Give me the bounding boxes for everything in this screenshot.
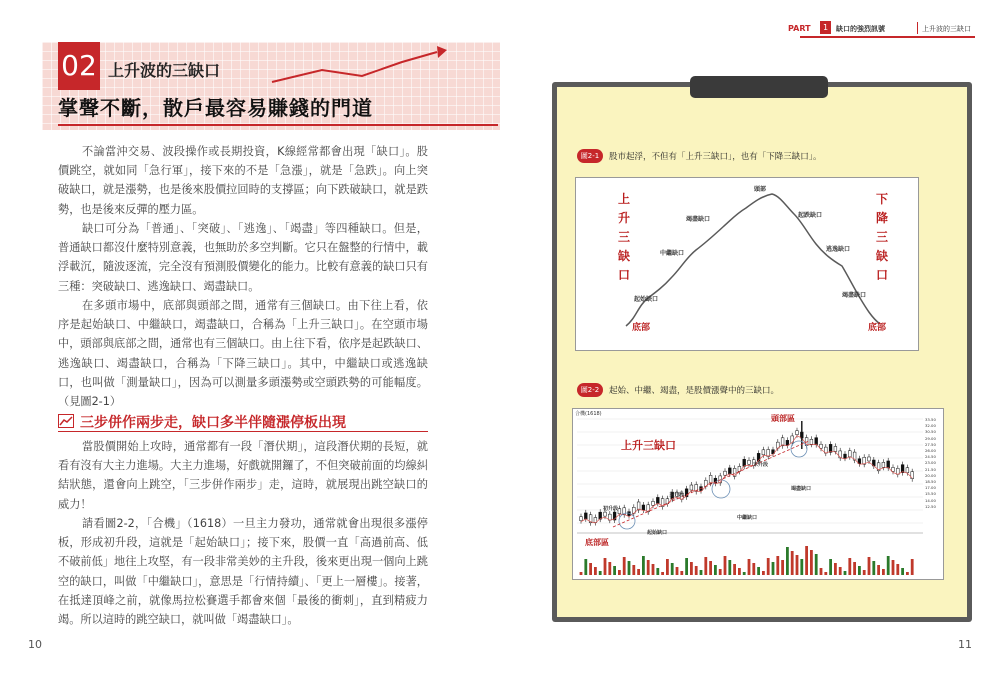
volume-bar <box>637 569 640 575</box>
volume-bar <box>896 564 899 575</box>
volume-bar <box>589 563 592 575</box>
paragraph: 當股價開始上攻時，通常都有一段「潛伏期」，這段潛伏期的長短，就看有沒有大主力進場。大主力進場，好戲就開鑼了，不但突破前面的均線糾結狀態，還會向上跳空，「三步併作兩步」走，這時，就展現出跳空缺口的威力！ <box>58 440 428 511</box>
volume-bar <box>820 568 823 575</box>
candle-body <box>743 459 746 466</box>
vertical-char: 降 <box>875 211 888 225</box>
volume-bar <box>704 557 707 575</box>
volume-bar <box>690 562 693 575</box>
candle-body <box>882 462 885 467</box>
vertical-char: 升 <box>617 211 630 225</box>
chart-icon <box>58 413 74 427</box>
volume-bar <box>738 568 741 575</box>
label-down-start: 起跌缺口 <box>798 212 823 219</box>
y-tick-label: 24.50 <box>925 454 936 460</box>
volume-bar <box>719 569 722 575</box>
candle-body <box>834 446 837 451</box>
volume-bar <box>762 571 765 575</box>
volume-bar <box>791 551 794 575</box>
candle-body <box>584 513 587 519</box>
volume-bar <box>652 564 655 575</box>
volume-bar <box>584 559 587 575</box>
candle-body <box>618 509 621 514</box>
volume-bar <box>642 556 645 575</box>
volume-bar <box>743 572 746 575</box>
volume-bar <box>906 572 909 575</box>
label-bottom-right: 底部 <box>868 323 887 333</box>
candle-body <box>604 512 607 516</box>
volume-bar <box>733 564 736 575</box>
volume-bar <box>632 565 635 575</box>
candle-body <box>839 451 842 458</box>
vertical-char: 三 <box>875 230 888 244</box>
y-tick-label: 15.50 <box>925 491 936 497</box>
label-bottom: 底部區 <box>585 538 609 547</box>
subheading-rule <box>58 431 428 432</box>
vertical-char: 缺 <box>617 249 630 263</box>
part-number: 1 <box>820 21 831 34</box>
candle-body <box>844 454 847 458</box>
volume-bar <box>839 567 842 575</box>
label-down-escape: 逃逸缺口 <box>826 246 851 253</box>
vertical-char: 口 <box>617 268 630 282</box>
label-up-mid: 中繼缺口 <box>660 250 685 257</box>
volume-bar <box>748 559 751 575</box>
candle-body <box>724 471 727 475</box>
volume-bar <box>613 566 616 575</box>
label-top: 頭部 <box>754 186 767 193</box>
paragraph: 缺口可分為「普通」、「突破」、「逃逸」、「竭盡」等四種缺口。但是，普通缺口都沒什麼特別意義，也無助於多空判斷。它只在盤整的行情中，載浮載沉，隨波逐流，完全沒有預測股價變化的能力。比較有意義的缺口只有三種：突破缺口、逃逸缺口、竭盡缺口。 <box>58 222 428 293</box>
volume-bar <box>623 557 626 575</box>
candle-body <box>728 468 731 474</box>
subheading: 三步併作兩步走，缺口多半伴隨漲停板出現 <box>80 415 346 431</box>
candle-body <box>796 431 799 435</box>
label-up-exhaust: 竭盡缺口 <box>686 216 711 223</box>
figure-caption: 股市起浮，不但有「上升三缺口」，也有「下降三缺口」。 <box>609 152 822 162</box>
volume-bar <box>728 560 731 575</box>
page-number-right: 11 <box>958 638 972 651</box>
volume-bar <box>882 569 885 575</box>
volume-bar <box>776 556 779 575</box>
candle-body <box>786 440 789 445</box>
volume-bar <box>781 560 784 575</box>
label-up-start: 起始缺口 <box>634 296 659 303</box>
chart-title: 上升三缺口 <box>621 439 676 452</box>
y-tick-label: 23.00 <box>925 460 936 466</box>
figure-tag: 圖2-2 <box>577 383 603 397</box>
y-tick-label: 27.50 <box>925 441 936 447</box>
label-down-exhaust: 竭盡缺口 <box>842 292 867 299</box>
volume-bar <box>911 559 914 575</box>
chart-header: 合機(1618) <box>575 411 602 417</box>
volume-bar <box>829 559 832 575</box>
volume-bar <box>868 557 871 575</box>
candle-body <box>580 517 583 521</box>
candle-body <box>762 450 765 455</box>
y-tick-label: 33.50 <box>925 417 936 422</box>
volume-bar <box>824 572 827 575</box>
vertical-char: 口 <box>875 268 888 282</box>
volume-bar <box>676 567 679 575</box>
candle-body <box>868 457 871 461</box>
volume-bar <box>599 571 602 575</box>
volume-bar <box>666 559 669 575</box>
vertical-char: 三 <box>617 230 630 244</box>
section-number: 02 <box>58 42 100 90</box>
figure-2-2-stock-chart <box>572 408 944 580</box>
volume-bar <box>628 561 631 575</box>
vertical-char: 缺 <box>875 249 888 263</box>
vertical-char: 下 <box>875 192 888 206</box>
y-tick-label: 26.00 <box>925 448 936 454</box>
candle-body <box>892 467 895 471</box>
volume-bar <box>656 568 659 575</box>
exhaust-gap-circle <box>791 441 807 457</box>
section-title: 上升波的三缺口 <box>108 61 221 80</box>
volume-bar <box>901 568 904 575</box>
paragraph: 請看圖2-2，「合機」（1618）一旦主力發功，通常就會出現很多漲停板，形成初升段，這就是「起始缺口」；接下來，股價一直「高過前高、低不破前低」地往上攻堅，有一段非常美妙的主升段，後來更出現一個向上跳空的缺口，叫做「中繼缺口」，意思是「行情持續」、「更上一層樓」。接著，在抵達頂峰之前，就像馬拉松賽選手都會來個「最後的衝刺」，直到精疲力竭。所以這時的跳空缺口，就叫做「竭盡缺口」。 <box>58 517 428 626</box>
y-tick-label: 29.00 <box>925 435 936 441</box>
y-axis-labels <box>925 417 943 510</box>
clipboard-clip <box>690 76 828 98</box>
volume-bar <box>834 563 837 575</box>
volume-bar <box>887 556 890 575</box>
volume-bar <box>714 565 717 575</box>
volume-bar <box>752 563 755 575</box>
volume-bar <box>680 571 683 575</box>
part-label: PART <box>788 24 811 33</box>
y-tick-label: 17.00 <box>925 485 936 491</box>
volume-bar <box>661 572 664 575</box>
candle-body <box>748 460 751 464</box>
vertical-char: 上 <box>617 192 630 206</box>
figure-tag: 圖2-1 <box>577 149 603 163</box>
volume-bar <box>594 567 597 575</box>
paragraph: 在多頭市場中，底部與頭部之間，通常有三個缺口。由下往上看，依序是起始缺口、中繼缺口，竭盡缺口，合稱為「上升三缺口」。在空頭市場中，頭部與底部之間，通常也有三個缺口。由上往下看，依序是起跌缺口、逃逸缺口、竭盡缺口，合稱為「下降三缺口」。其中，中繼缺口或逃逸缺口，也叫做「測量缺口」，因為可以測量多頭漲勢或空頭跌勢的可能幅度。（見圖2-1） <box>58 299 428 408</box>
volume-bar <box>647 560 650 575</box>
header-rule <box>800 36 975 38</box>
volume-bar <box>848 558 851 575</box>
volume-bar <box>805 546 808 575</box>
label-main-wave: 主升段 <box>669 492 685 498</box>
label-exhaust: 竭盡缺口 <box>791 486 812 492</box>
volume-bar <box>877 565 880 575</box>
label-top: 頭部區 <box>771 414 795 423</box>
chapter-subtitle: 上升波的三缺口 <box>922 25 971 33</box>
label-end-wave: 末升段 <box>753 462 769 468</box>
volume-bar <box>724 556 727 575</box>
chapter-label: 缺口的強烈訊號 <box>836 25 885 33</box>
candle-body <box>848 451 851 457</box>
volume-bar <box>800 559 803 575</box>
volume-bar <box>604 558 607 575</box>
candlestick-chart <box>573 409 943 579</box>
volume-bar <box>580 572 583 575</box>
candle-body <box>652 501 655 505</box>
title-divider <box>58 124 498 126</box>
volume-bar <box>757 567 760 575</box>
candle-body <box>810 439 813 444</box>
volume-bar <box>863 570 866 575</box>
figure-2-1-diagram <box>575 177 919 351</box>
figure-caption: 起始、中繼、竭盡，是股價漲聲中的三缺口。 <box>609 386 780 396</box>
volume-bar <box>844 571 847 575</box>
paragraph: 不論當沖交易、波段操作或長期投資，K線經常都會出現「缺口」。股價跳空，就如同「急行軍」，接下來的不是「急漲」，就是「急跌」。向上突破缺口，就是漲勢，也是後來股價拉回時的支撐區；向下跌破缺口，就是跌勢，也是後來反彈的壓力區。 <box>58 145 428 216</box>
volume-bar <box>815 554 818 575</box>
volume-bar <box>685 558 688 575</box>
y-tick-label: 18.50 <box>925 479 936 485</box>
candle-body <box>642 505 645 510</box>
volume-bar <box>618 570 621 575</box>
y-tick-label: 21.50 <box>925 466 936 472</box>
y-tick-label: 20.00 <box>925 472 936 478</box>
volume-bar <box>671 563 674 575</box>
y-tick-label: 32.00 <box>925 423 936 429</box>
volume-bar <box>796 555 799 575</box>
label-start-gap: 起始缺口 <box>647 530 668 536</box>
volume-bar <box>810 550 813 575</box>
volume-bar <box>858 566 861 575</box>
candle-body <box>815 438 818 445</box>
volume-bar <box>872 561 875 575</box>
label-bottom-left: 底部 <box>632 323 651 333</box>
volume-bar <box>700 570 703 575</box>
candle-body <box>656 497 659 503</box>
candle-body <box>690 485 693 490</box>
volume-bar <box>786 547 789 575</box>
page-number-left: 10 <box>28 638 42 651</box>
label-initial-wave: 初升段 <box>603 506 619 512</box>
y-tick-label: 30.50 <box>925 429 936 435</box>
page-title: 掌聲不斷，散戶最容易賺錢的門道 <box>58 96 373 120</box>
volume-bar <box>772 562 775 575</box>
candle-body <box>887 461 890 468</box>
y-tick-label: 12.50 <box>925 503 936 509</box>
volume-bar <box>892 560 895 575</box>
chapter-separator <box>917 22 918 34</box>
volume-bar <box>853 562 856 575</box>
volume-bar <box>695 566 698 575</box>
volume-bar <box>767 558 770 575</box>
volume-bar <box>709 561 712 575</box>
candle-body <box>906 468 909 473</box>
y-tick-label: 14.00 <box>925 497 936 503</box>
candle-body <box>820 444 823 448</box>
volume-bar <box>608 562 611 575</box>
label-mid-gap: 中繼缺口 <box>737 515 758 521</box>
